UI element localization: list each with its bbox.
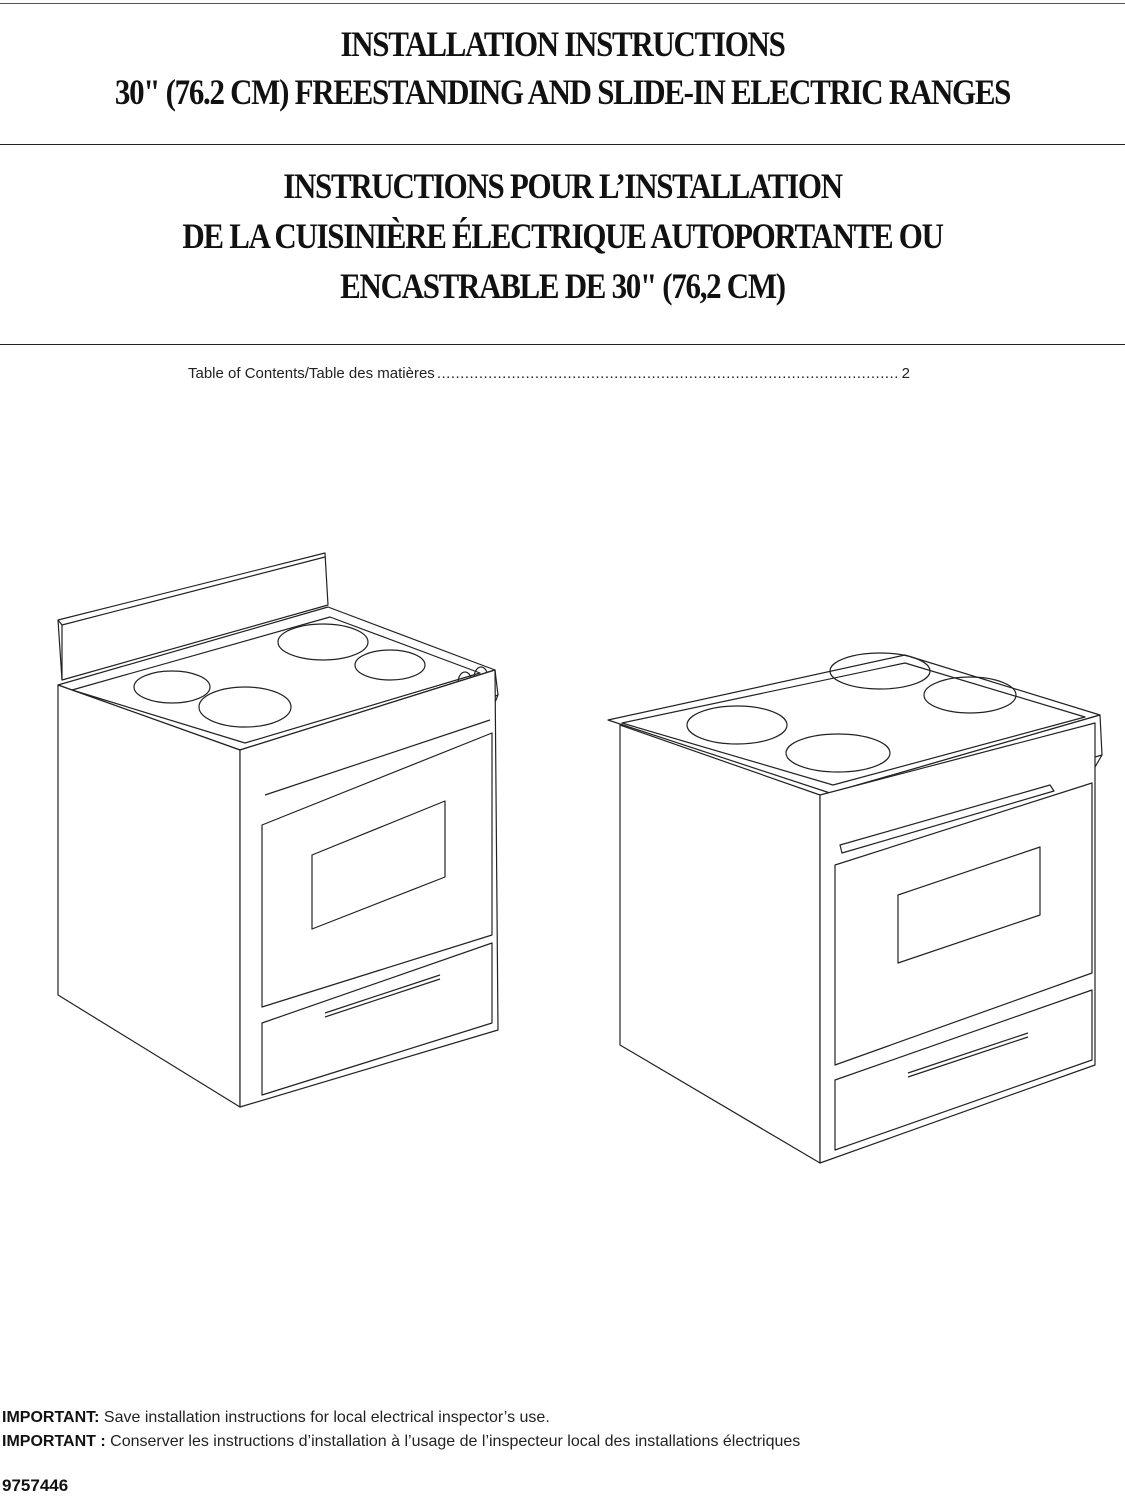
toc-label: Table of Contents/Table des matières	[188, 365, 435, 382]
french-title-line-3: ENCASTRABLE DE 30" (76,2 CM)	[340, 266, 785, 306]
important-label-french: IMPORTANT :	[2, 1433, 106, 1450]
toc-divider-rule	[0, 344, 1125, 345]
french-title-line-1: INSTRUCTIONS POUR L’INSTALLATION	[283, 166, 842, 206]
french-title-line-2: DE LA CUISINIÈRE ÉLECTRIQUE AUTOPORTANTE OU	[182, 216, 943, 256]
important-notice-french	[2, 1433, 800, 1451]
table-of-contents-entry[interactable]	[188, 365, 910, 382]
slide-in-range-illustration	[608, 653, 1102, 1163]
document-number: 9757446	[2, 1476, 69, 1495]
english-title-line-2: 30" (76.2 CM) FREESTANDING AND SLIDE-IN ELECTRIC RANGES	[114, 72, 1011, 112]
important-label-english: IMPORTANT:	[2, 1409, 100, 1426]
english-title-line-1: INSTALLATION INSTRUCTIONS	[340, 24, 785, 64]
top-border-rule	[0, 3, 1125, 4]
ranges-illustration	[40, 545, 1120, 1165]
title-divider-rule	[0, 144, 1125, 145]
important-notice-english	[2, 1409, 550, 1427]
freestanding-range-illustration	[58, 553, 498, 1107]
important-text-english: Save installation instructions for local electrical inspector’s use.	[99, 1409, 550, 1426]
important-text-french: Conserver les instructions d’installation à l’usage de l’inspecteur local des installations électriques	[105, 1433, 801, 1450]
toc-leader-dots	[437, 365, 900, 382]
toc-page-number: 2	[901, 365, 910, 382]
